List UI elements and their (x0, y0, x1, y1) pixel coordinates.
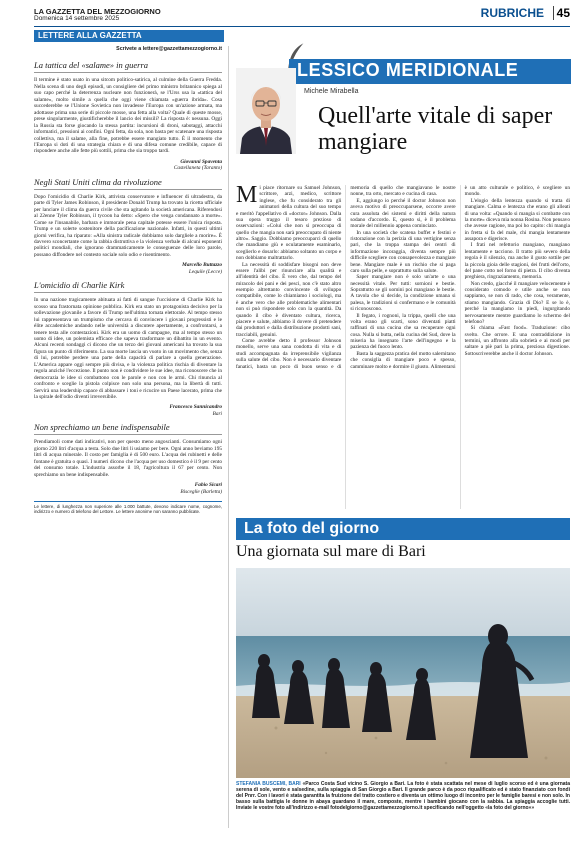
section-header (330, 6, 570, 22)
letter-place: Lequile (Lecce) (188, 268, 222, 275)
photo-credit: STEFANIA BUSCEMI, BARI (236, 781, 301, 787)
article-paragraph: L'elogio della lentezza quando si tratta di mangiare. Calma e lentezza che erano gli alleati di una volta: «Quando si mangia si combatte con la morte» diceva mia nonna Rosina. Non pensavo che avesse ragione, ma poi ho capito: chi mangia in fretta si fa del male, chi mangia lentamente assapora e digerisce. (464, 197, 570, 242)
letter-item (34, 61, 222, 171)
page-number: 45 (553, 6, 570, 20)
newspaper-title: LA GAZZETTA DEL MEZZOGIORNO (34, 7, 161, 16)
newspaper-date: Domenica 14 settembre 2025 (34, 15, 120, 22)
article-body (236, 182, 570, 509)
article-paragraph: La necessità di soddisfare bisogni non deve essere l'alibi per rinunciare alla qualità e all'identità del cibo. È vero che, dal tempo del miracolo dei pani e dei pesci, non c'è stato altro esempio altrettanto convincente di sviluppo compatibile, come lo chiamiamo i sociologi, ma è anche vero che alle problematiche alimentari non si può rispondere solo con la quantità. Da quando il cibo è diventato cultura, ricerca, piacere e salute, abbiamo il dovere di pretendere dai produttori e dalla distribuzione prodotti sani, tracciabili, genuini. (236, 261, 342, 338)
letter-signature: Francesco Sannicandro (169, 404, 222, 411)
letter-signature: Fabio Sicari (194, 482, 222, 489)
section-label: RUBRICHE (480, 6, 544, 20)
letter-item (34, 423, 222, 495)
letter-item (34, 281, 222, 417)
article-paragraph: Basta la saggezza pratica del motto salernitano che consiglia di mangiare poco e spesso, camminare molto e dormire il giusto. Alimentarsi è un atto culturale e politico, è scegliere un mondo. (350, 185, 570, 370)
letter-place: Bisceglie (Barletta) (180, 488, 222, 495)
article-paragraph: Non credo, giacché il mangiare velocemente è considerato comodo e utile anche se non sappiamo, se non di rado, che cosa, veramente, stiamo mangiando. Grazia di Dio? E se lo è, perché la mangiamo in piedi, ingurgitando nervosamente mentre guardiamo lo schermo del telefono? (464, 280, 570, 325)
article-paragraph: In una società che scatena buffet e festini e ristorazione con la perizia di una vertigine senza pari, che la troppa stampa dei centri di informazione incoraggia, diventa sempre più difficile scegliere con consapevolezza e mangiare bene. Mangiare male è un rischio che si paga caro sulla pelle, e soprattutto sulla salute. (350, 229, 456, 274)
letter-title: L'omicidio di Charlie Kirk (34, 281, 222, 293)
letter-title: La tattica del «salame» in guerra (34, 61, 222, 73)
drop-cap: M (236, 182, 258, 208)
letter-place: Castellaneta (Taranto) (173, 165, 222, 172)
photo-caption (236, 782, 570, 812)
letter-title: Negli Stati Uniti clima da rivoluzione (34, 178, 222, 190)
beach-photo (236, 568, 570, 778)
article-paragraph: Il fegato, i rognoni, la trippa, quelli che una volta erano gli scarti, sono diventati piatti raffinati di una cucina che sa recuperare ogni cosa. Nulla si butta, nella cucina del Sud, dove la miseria ha insegnato l'arte dell'ingegno e la pazienza del fuoco lento. (350, 312, 456, 351)
letter-signature: Giovanni Spaventa (180, 158, 222, 165)
author-portrait (236, 68, 296, 154)
letter-body: Dopo l'omicidio di Charlie Kirk, attivista conservatore e influencer di ultradestra, da parte di Tyler James Robinson, il presidente Donald Trump ha trovato la ricetta ufficiale per lanciare il clima da guerra civile che sta agitando la società americana. Riferendosi al 22enne Tyler Robinson, il tycoon ha detto: «Spero che venga condannato a morte». Come se l'insanabile, barbara e immorale pena capitale potesse essere l'unica risposta. Trump e un solerte sostenitore della pacificazione nazionale. Infatti, in questi ultimi giorni verifica, ha riparato: «Alla sinistra radicale dobbiamo solo dargliele a morire». È davvero sconcertante come la rabbia distruttiva e la violenza verbale di alcuni esponenti politici mondiali, che ignorano drammaticamente le conseguenze delle loro parole, possano diffondere nel contesto sociale solo odio e risentimento. (34, 193, 222, 258)
letters-footnote: Le lettere, di lunghezza non superiore alle 1.000 battute, devono indicare nome, cognome, indirizzo e numero di telefono del Lettore. Le lettere anonime non saranno pubblicate. (34, 501, 222, 514)
article-paragraph: Mi piace ritornare su Samuel Johnson, scrittore, arzi, medico, scrittore inglese, che fu considerato tra gli animatori della cultura del suo tempo e meritò l'appellativo di «doctor» Johnson. Dalla sua opera traggo il tesoro prezioso di osservazioni: «Colui che non si preoccupa di quello che mangia non sarà preoccupato di niente altro». Saggio. Dobbiamo preoccuparci di quello che mandiamo giù e oculatamente esaminarlo, sceglierlo e dosarlo: abbiamo soltanto un corpo e non dobbiamo maltrattarlo. (236, 182, 342, 262)
letter-place: Bari (212, 410, 222, 417)
letter-body: In una nazione tragicamente abituata ai fatti di sangue l'uccisione di Charlie Kirk ha scosso una frastornata opinione pubblica. Kirk era stato un protagonista decisivo per la sollevazione giovanile a favore di Trump nell'ultima tornata elettorale. Al tempo stesso lui rappresentava un trumpismo che cercava di convincere i giovani progressisti e le élite accademiche andando nelle università a discutere apertamente, a confrontarsi, a tenere testa alle contestazioni. Kirk era un uomo di campagne, ma al tempo stesso un uomo di idee, un polemista efficace che sapeva trasformare un dibattito in un evento. Alcuni recenti sondaggi ci dicono che un terzo dei giovani americani ha trovato la sua figura un punto di riferimento. La sua morte lascia un vuoto in un movimento che, senza di lui, potrebbe perdere una parte della capacità di parlare a quella generazione. L'America appare oggi sempre più divisa, e la violenza politica rischia di diventare la regola anziché l'eccezione. Il punto non è condividere le sue idee, ma riconoscere che in democrazia le idee si combattono con le parole e non con le armi. Chi rinuncia al confronto e sceglie la pistola colpisce non solo una persona, ma la libertà di tutti. Servirà una leadership capace di abbassare i toni e ricucire un Paese lacerato, prima che la spirale dell'odio diventi irreversibile. (34, 297, 222, 401)
letter-title: Non sprechiamo un bene indispensabile (34, 423, 222, 435)
letters-column (34, 46, 222, 832)
author-name: Michele Mirabella (304, 88, 359, 95)
photo-section-header: La foto del giorno (236, 518, 570, 540)
letter-body: Il termine è stato usato in una sitcom politico-satirica, al culmine della Guerra Fredda. Nella scena di uno degli episodi, un consigliere del primo ministro britannico spiega al suo capo perché la deterrenza nucleare non funzionerà, se l'Urss usa la «tattica del salame», molto simile a quella che oggi viene chiamata «guerra ibrida». Cosa succederebbe se l'Unione Sovietica non invadesse l'Europa con un'azione armata, ma adottasse prima una serie di piccole mosse, una fetta alla volta? Quale di queste mosse, prese singolarmente, giustificherebbe il lancio dei missili? La risposta è: nessuna. Oggi la Russia sta forse giocando la stessa partita: incursioni di droni, sabotaggi, attacchi informatici, pressioni ai confini. Ogni fetta, da sola, non basta per scatenare una risposta collettiva, ma il salame, alla fine, potrebbe essere mangiato tutto. È il momento che l'Europa si doti di una strategia chiara e di una difesa comune credibile, capace di rispondere anche alle fette più sottili, prima che sia troppo tardi. (34, 77, 222, 155)
lessico-header: LESSICO MERIDIONALE (289, 59, 571, 84)
masthead (34, 8, 234, 22)
article-paragraph: Si chiama «Fast food». Traduzione: cibo svelto. Che orrore. E una contraddizione in termini, un affronto alla sobrietà e ai modi per saltare a piè pari la prima, preziosa digestione. Sottoscriverebbe anche il doctor Johnson. (464, 325, 570, 357)
article-headline: Quell'arte vitale di saper mangiare (318, 103, 553, 155)
article-paragraph: I frati nel refettorio mangiano, mangiano lentamente e tacciono. Il tratto più severo della regola è il silenzio, ma anche il gusto sottile per la piccola gioia delle stagioni, dei frutti dell'orto, del pane cotto nel forno di pietra. Il cibo diventa preghiera, ringraziamento, memoria. (464, 242, 570, 281)
letters-email[interactable]: Scrivete a lettere@gazzettamezzogiorno.it (116, 46, 222, 52)
letter-body: Prendiamoli come dati indicativi, non per questo meno angoscianti. Consumiamo ogni giorno 220 litri d'acqua a testa. Solo due litri li usiamo per bere. Ogni anno beviamo 195 litri di acqua minerale. Il costo per famiglia è di 500 euro. L'acqua dei rubinetti e delle fontane è gratuita o quasi. I numeri dicono che l'acqua per uso domestico è il 9 per cento del consumo totale. L'industria assorbe il 18, l'agricoltura il 67 per cento. Non sprechiamo un bene indispensabile. (34, 439, 222, 478)
top-divider (34, 26, 570, 27)
letter-signature: Marcello Buttazzo (182, 262, 222, 269)
article-paragraph: Come avrebbe detto il professor Johnson monello, serve una sana condotta di vita e di studi accompagnata da irreprensibile vigilanza sulla salute del cibo. Non è necessario diventare fanatici, basta un poco di buon senso e di memoria di quello che mangiavano le nostre nonne, tra orto, mercato e cucina di casa. (236, 185, 456, 370)
caption-text: «Parco Costa Sud vicino S. Giorgio a Bari. La foto è stata scattata nel mese di luglio scorso ed è una giornata serena di sole, vento e salsedine, sulla spiaggia di San Giorgio a Bari. Il grande parco è da poco riqualificato ed è stato finanziato con fondi del Pnrr. Con i lavori è stata garantita la fruizione del tratto costiero e diventa un ottimo luogo di incontro per le famiglie baresi e non solo. In basso sulla battigia le donne in abaya guardano il mare, composte, mentre i bambini giocano con la sabbia. La spiaggia accoglie tutti. Inviate le vostre foto all'indirizzo e-mail fotodelgiorno@gazzettamezzogiorno.it specificando nell'oggetto «la foto del giorno»» (236, 781, 570, 811)
article-paragraph: Saper mangiare non è solo un'arte o una necessità vitale. Per tutti: sornioni e bestie. Soprattutto se gli uomini poi mangiano le bestie. A tavola che si decide, la condizione umana si palesa, le tradizioni si confermano e le comunità si riconoscono. (350, 274, 456, 313)
letter-item (34, 178, 222, 275)
photo-title: Una giornata sul mare di Bari (236, 543, 426, 560)
column-divider (228, 46, 229, 828)
article-paragraph: E, aggiungo io perché il doctor Johnson non aveva motivo di preoccuparsene, occorre avere cura assoluta dei sistemi e diritti della natura sodano d'accordo. E, questo si, è il problema morale del millennio appena cominciato. (350, 197, 456, 230)
letters-header: LETTERE ALLA GAZZETTA (34, 30, 224, 42)
